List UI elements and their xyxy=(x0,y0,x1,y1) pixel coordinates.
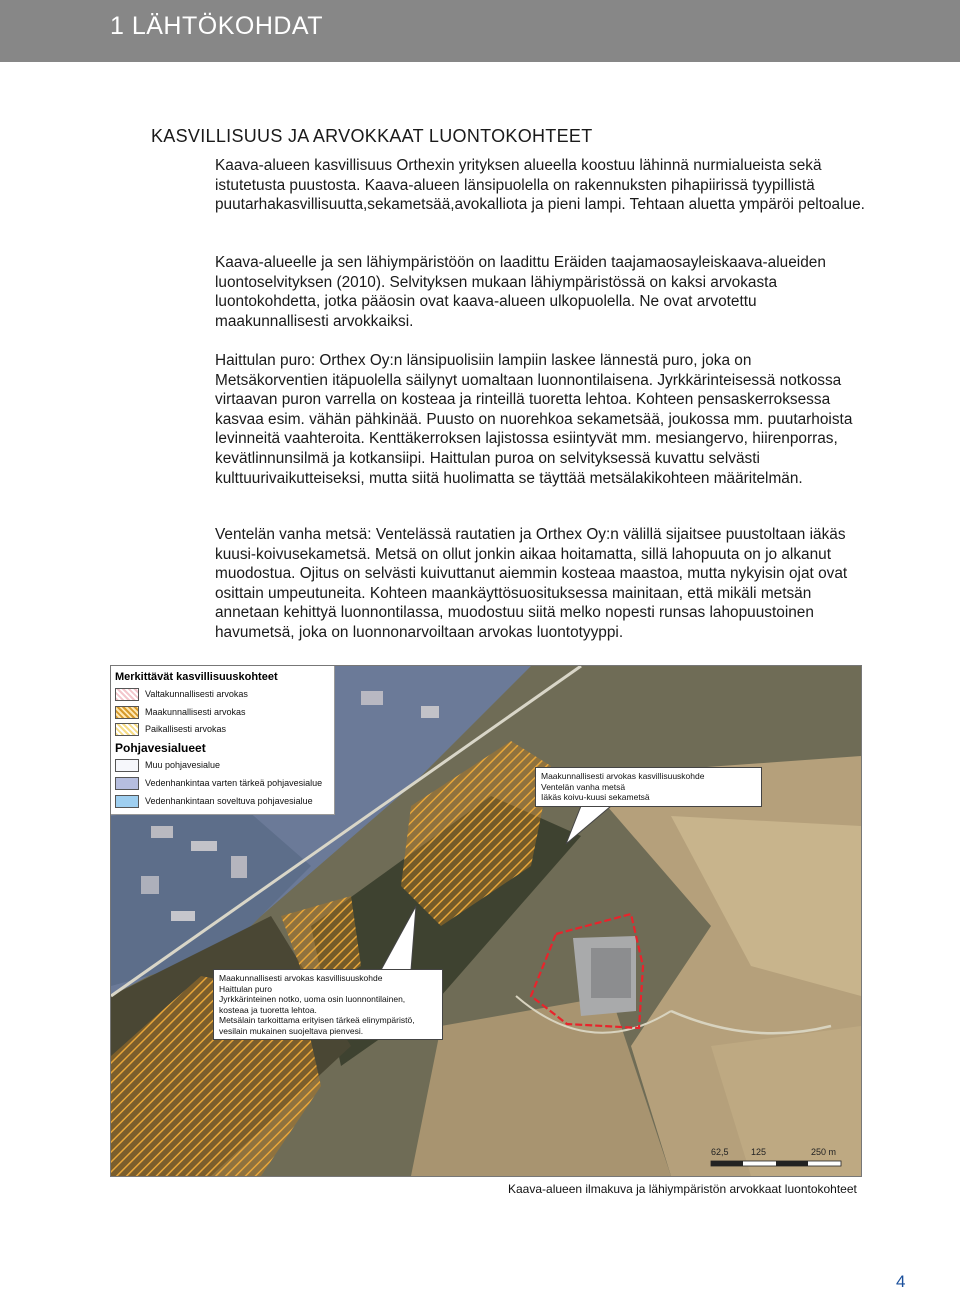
legend-title-groundwater: Pohjavesialueet xyxy=(115,741,206,755)
legend-swatch xyxy=(115,759,139,772)
callout-line: Ventelän vanha metsä xyxy=(541,781,626,792)
callout-ventelan-metsa xyxy=(535,767,762,807)
callout-line: vesilain mukainen suojeltava pienvesi. xyxy=(219,1025,364,1036)
callout-line: Haittulan puro xyxy=(219,983,272,994)
callout-line: Iäkäs koivu-kuusi sekametsä xyxy=(541,792,650,802)
paragraph-vegetation: Kaava-alueen kasvillisuus Orthexin yrityksen alueella koostuu lähinnä nurmialueista sekä istutetusta puustosta. Kaava-alueen länsipuolella on rakennuksten pihapiirissä tyypillistä puutarhakasvillisuutta,sekametsää,avokalliota ja pieni lampi. Tehtaan aluetta ympäröi peltoalue. xyxy=(215,157,865,214)
paragraph-haittulan-puro: Haittulan puro: Orthex Oy:n länsipuolisiin lampiin laskee lännestä puro, joka on Metsäkorventien itäpuolella säilynyt uomaltaan luonnontilaisena. Jyrkkärinteisessä notkossa virtaavan puron varrella on kosteaa ja rinteillä tuoretta lehtoa. Kohteen pensaskerroksessa kasvaa esim. vähän pähkinää. Puusto on nuorehkoa sekametsää, joukossa mm. puutarhoista levinneitä vaahteroita. Kenttäkerroksen lajistossa esiintyvät mm. mesiangervo, hiirenporras, kevätlinnunsilmä ja kotkansiipi. Haittulan puroa on selvityksessä kuvattu selvästi kulttuurivaikutteiseksi, mutta siitä huolimatta se täyttää metsälakikohteen määritelmän. xyxy=(215,352,853,487)
legend-swatch xyxy=(115,723,139,736)
legend-label: Maakunnallisesti arvokas xyxy=(145,707,246,717)
page-number: 4 xyxy=(896,1272,906,1291)
legend-swatch xyxy=(115,795,139,808)
legend-title-vegetation: Merkittävät kasvillisuuskohteet xyxy=(115,671,278,683)
callout-line: Maakunnallisesti arvokas kasvillisuuskohde xyxy=(541,771,705,781)
paragraph-survey: Kaava-alueelle ja sen lähiympäristöön on laadittu Eräiden taajamaosayleiskaava-alueiden luontoselvityksen (2010). Selvityksen mukaan lähiympäristössä on kaksi arvokasta luontokohdetta, jotka pääosin ovat kaava-alueen ulkopuolella. Ne ovat arvotettu maakunnallisesti arvokkaiksi. xyxy=(215,254,826,330)
section-heading: KASVILLISUUS JA ARVOKKAAT LUONTOKOHTEET xyxy=(151,126,593,146)
page-header xyxy=(0,0,960,62)
legend-label: Valtakunnallisesti arvokas xyxy=(145,689,248,699)
map-legend xyxy=(111,666,335,815)
callout-line: kosteaa ja tuoretta lehtoa. xyxy=(219,1004,317,1015)
chapter-title: 1 LÄHTÖKOHDAT xyxy=(110,12,324,40)
scale-label: 125 xyxy=(751,1147,767,1157)
callout-line: Jyrkkärinteinen notko, uoma osin luonnontilainen, xyxy=(219,994,406,1004)
legend-label: Vedenhankintaan soveltuva pohjavesialue xyxy=(145,796,313,806)
callout-line: Maakunnallisesti arvokas kasvillisuuskohde xyxy=(219,973,383,983)
aerial-map xyxy=(110,665,862,1177)
legend-label: Paikallisesti arvokas xyxy=(145,724,227,734)
legend-label: Muu pohjavesialue xyxy=(145,760,221,770)
scale-label: 250 m xyxy=(811,1147,837,1157)
paragraph-ventelan-metsa: Ventelän vanha metsä: Ventelässä rautatien ja Orthex Oy:n välillä sijaitsee puustoltaan iäkäs kuusi-koivusekametsä. Metsä on ollut jonkin aikaa hoitamatta, sillä lahopuuta on jo alkanut muodostua. Ojitus on selvästi kuivuttanut aiemmin kosteaa maastoa, mutta nykyisin ojat ovat osittain umpeutuneita. Kohteen maankäyttösuosituksessa mainitaan, että mikäli metsän annetaan kehittyä luonnontilassa, muodostuu siitä melko nopesti runsas lahopuustoinen havumetsä, joka on luonnonarvoiltaan arvokas luontotyyppi. xyxy=(215,526,848,641)
callout-line: Metsälain tarkoittama erityisen tärkeä elinympäristö, xyxy=(219,1015,415,1025)
scale-label: 62,5 xyxy=(711,1147,729,1157)
legend-swatch xyxy=(115,706,139,719)
legend-label: Vedenhankintaa varten tärkeä pohjavesialue xyxy=(145,778,323,788)
map-caption: Kaava-alueen ilmakuva ja lähiympäristön arvokkaat luontokohteet xyxy=(508,1182,857,1196)
legend-swatch xyxy=(115,777,139,790)
callout-haittulan-puro xyxy=(213,969,443,1040)
legend-swatch xyxy=(115,688,139,701)
